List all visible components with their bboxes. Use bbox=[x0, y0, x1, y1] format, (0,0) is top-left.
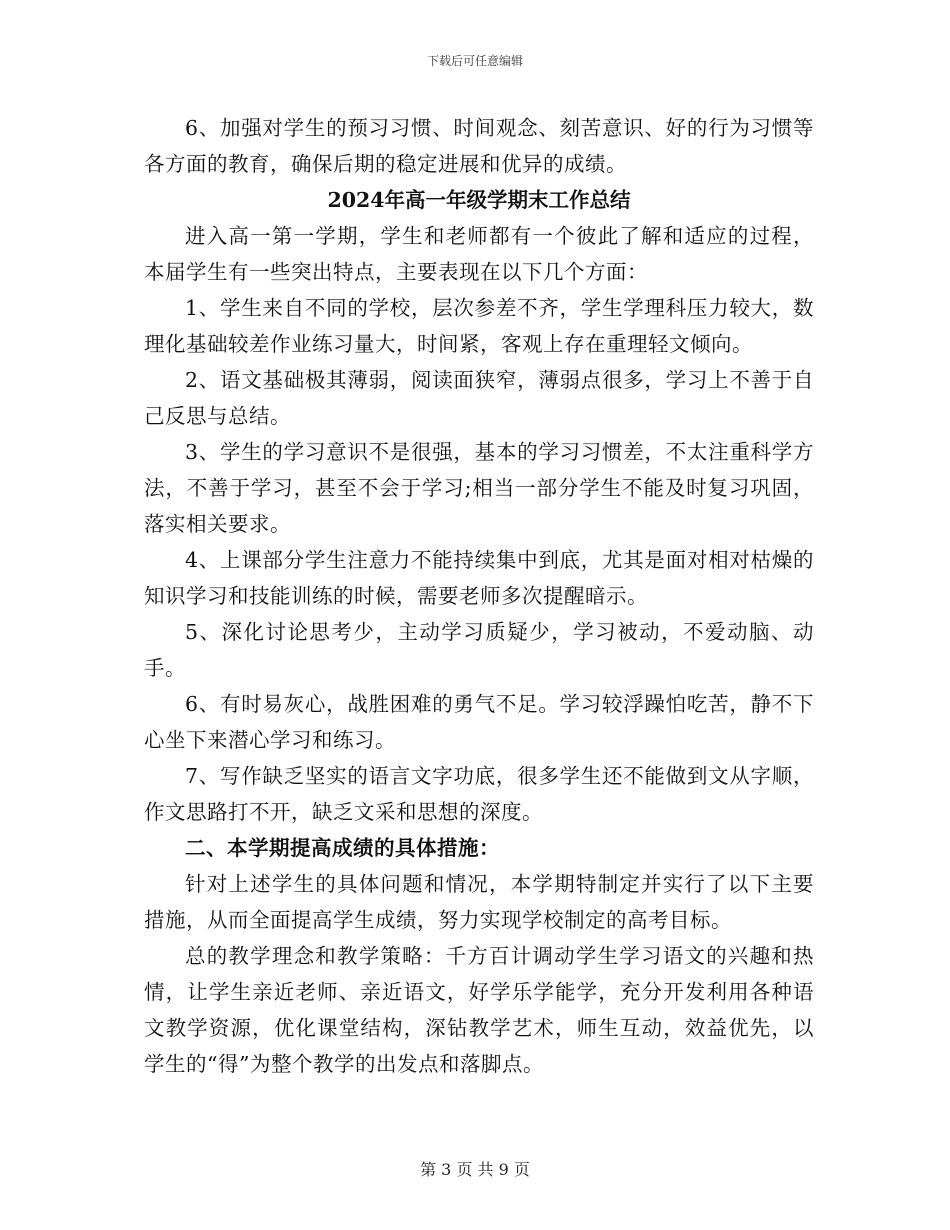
section-heading-measures: 二、本学期提高成绩的具体措施： bbox=[185, 836, 500, 860]
paragraph-teaching-strategy: 总的教学理念和教学策略：千方百计调动学生学习语文的兴趣和热情，让学生亲近老师、亲近语文，好学乐学能学，充分开发利用各种语文教学资源，优化课堂结构，深钻教学艺术，师生互动，效益优先，以学生的“得”为整个教学的出发点和落脚点。 bbox=[144, 944, 814, 1076]
paragraph-item-6-habits: 6、加强对学生的预习习惯、时间观念、刻苦意识、好的行为习惯等各方面的教育，确保后期的稳定进展和优异的成绩。 bbox=[144, 116, 814, 176]
paragraph-point-7: 7、写作缺乏坚实的语言文字功底，很多学生还不能做到文从字顺，作文思路打不开，缺乏文采和思想的深度。 bbox=[144, 764, 814, 824]
page-number-footer: 第 3 页 共 9 页 bbox=[420, 1160, 530, 1179]
paragraph-point-2: 2、语文基础极其薄弱，阅读面狭窄，薄弱点很多，学习上不善于自己反思与总结。 bbox=[144, 368, 814, 428]
paragraph-measures-intro: 针对上述学生的具体问题和情况，本学期特制定并实行了以下主要措施，从而全面提高学生成绩，努力实现学校制定的高考目标。 bbox=[144, 872, 814, 932]
paragraph-intro: 进入高一第一学期，学生和老师都有一个彼此了解和适应的过程，本届学生有一些突出特点，主要表现在以下几个方面： bbox=[144, 224, 814, 284]
paragraph-point-6: 6、有时易灰心，战胜困难的勇气不足。学习较浮躁怕吃苦，静不下心坐下来潜心学习和练习。 bbox=[144, 692, 814, 752]
paragraph-point-4: 4、上课部分学生注意力不能持续集中到底，尤其是面对相对枯燥的知识学习和技能训练的时候，需要老师多次提醒暗示。 bbox=[144, 548, 814, 608]
paragraph-point-5: 5、深化讨论思考少，主动学习质疑少，学习被动，不爱动脑、动手。 bbox=[144, 620, 814, 680]
document-body bbox=[144, 110, 814, 1082]
page-header-note: 下载后可任意编辑 bbox=[426, 54, 523, 68]
paragraph-point-1: 1、学生来自不同的学校，层次参差不齐，学生学理科压力较大，数理化基础较差作业练习量大，时间紧，客观上存在重理轻文倾向。 bbox=[144, 296, 814, 356]
document-title: 2024年高一年级学期末工作总结 bbox=[327, 188, 631, 212]
paragraph-point-3: 3、学生的学习意识不是很强，基本的学习习惯差，不太注重科学方法，不善于学习，甚至不会于学习;相当一部分学生不能及时复习巩固，落实相关要求。 bbox=[144, 440, 814, 536]
